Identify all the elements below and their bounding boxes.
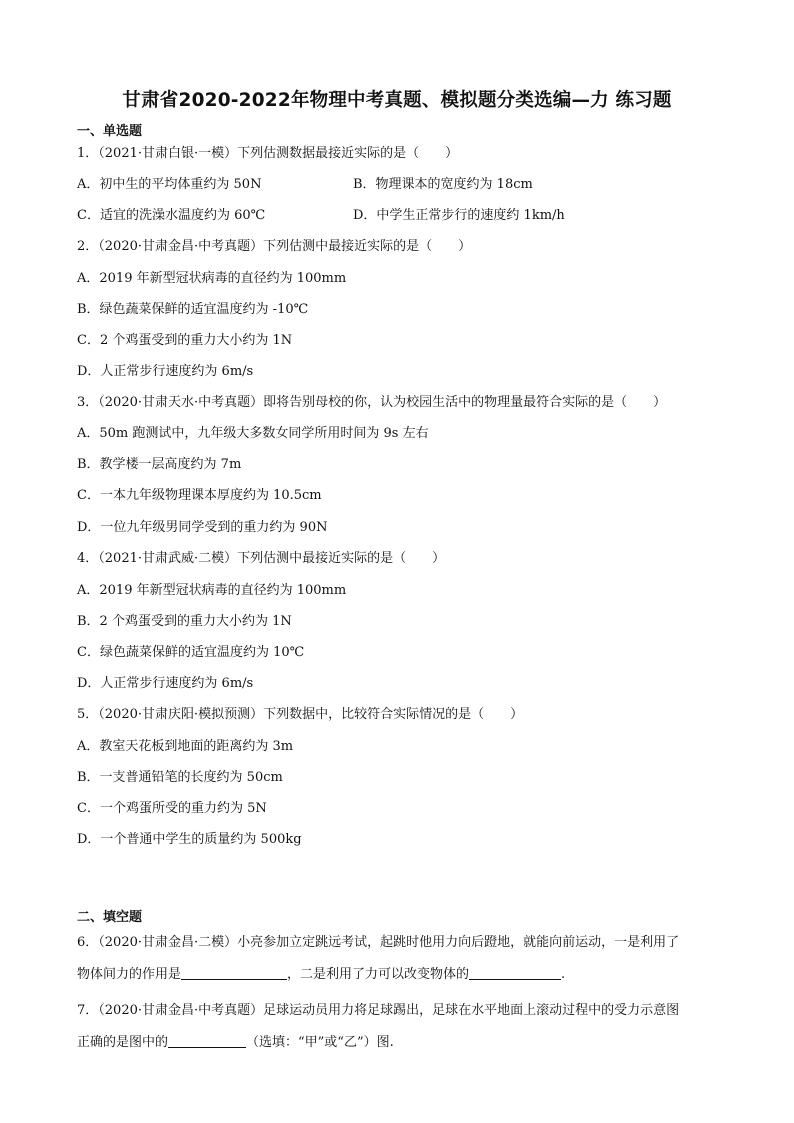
question-1-stem: 1．（2021·甘肃白银·一模）下列估测数据最接近实际的是（ ） (77, 146, 459, 161)
question-2-option-b: B．绿色蔬菜保鲜的适宜温度约为 -10℃ (77, 302, 309, 317)
question-6-blank-2[interactable] (469, 966, 561, 980)
question-5-stem: 5．（2020·甘肃庆阳·模拟预测）下列数据中，比较符合实际情况的是（ ） (77, 707, 524, 722)
question-4-option-a: A．2019 年新型冠状病毒的直径约为 100mm (77, 583, 347, 598)
question-4-option-d: D．人正常步行速度约为 6m/s (77, 676, 254, 691)
question-2-stem: 2．（2020·甘肃金昌·中考真题）下列估测中最接近实际的是（ ） (77, 239, 472, 254)
question-6-text-c: . (561, 967, 566, 982)
question-3-option-b: B．教学楼一层高度约为 7m (77, 457, 242, 472)
question-1-option-c: C．适宜的洗澡水温度约为 60℃ (77, 208, 266, 223)
question-4-stem: 4．（2021·甘肃武威·二模）下列估测中最接近实际的是（ ） (77, 551, 446, 566)
question-7-line-1: 7．（2020·甘肃金昌·中考真题）足球运动员用力将足球踢出，足球在水平地面上滚动过程中的受力示意图 (77, 1003, 680, 1018)
question-5-option-b: B．一支普通铅笔的长度约为 50cm (77, 770, 283, 785)
question-7-blank[interactable] (168, 1034, 246, 1048)
question-6-text-b: ，二是利用了力可以改变物体的 (287, 967, 470, 982)
question-2-option-d: D．人正常步行速度约为 6m/s (77, 364, 254, 379)
question-6-blank-1[interactable] (181, 966, 287, 980)
question-3-stem: 3．（2020·甘肃天水·中考真题）即将告别母校的你，认为校园生活中的物理量最符合实际的是（ ） (77, 395, 667, 410)
section-heading-single-choice: 一、单选题 (77, 124, 143, 139)
question-2-option-a: A．2019 年新型冠状病毒的直径约为 100mm (77, 271, 347, 286)
question-5-option-c: C．一个鸡蛋所受的重力约为 5N (77, 801, 267, 816)
question-2-option-c: C．2 个鸡蛋受到的重力大小约为 1N (77, 333, 293, 348)
question-1-option-a: A．初中生的平均体重约为 50N (77, 177, 262, 192)
question-3-option-a: A．50m 跑测试中，九年级大多数女同学所用时间为 9s 左右 (77, 426, 429, 441)
question-6-text-a: 物体间力的作用是 (77, 967, 182, 982)
question-6-line-1: 6．（2020·甘肃金昌·二模）小亮参加立定跳远考试，起跳时他用力向后蹬地，就能向前运动，一是利用了 (77, 935, 680, 950)
question-4-option-b: B．2 个鸡蛋受到的重力大小约为 1N (77, 614, 292, 629)
section-heading-fill-blank: 二、填空题 (77, 910, 143, 925)
question-4-option-c: C．绿色蔬菜保鲜的适宜温度约为 10℃ (77, 645, 305, 660)
question-5-option-d: D．一个普通中学生的质量约为 500kg (77, 832, 302, 847)
question-7-line-2 (77, 1034, 394, 1051)
question-1-option-b: B．物理课本的宽度约为 18cm (353, 177, 533, 192)
question-5-option-a: A．教室天花板到地面的距离约为 3m (77, 739, 294, 754)
question-3-option-d: D．一位九年级男同学受到的重力约为 90N (77, 520, 328, 535)
question-7-text-b: （选填：“甲”或“乙”）图. (246, 1035, 394, 1050)
question-7-text-a: 正确的是图中的 (77, 1035, 169, 1050)
question-1-option-d: D．中学生正常步行的速度约 1km/h (353, 208, 565, 223)
page-title: 甘肃省2020-2022年物理中考真题、模拟题分类选编—力 练习题 (122, 90, 672, 111)
question-3-option-c: C．一本九年级物理课本厚度约为 10.5cm (77, 488, 322, 503)
question-6-line-2 (77, 966, 565, 983)
